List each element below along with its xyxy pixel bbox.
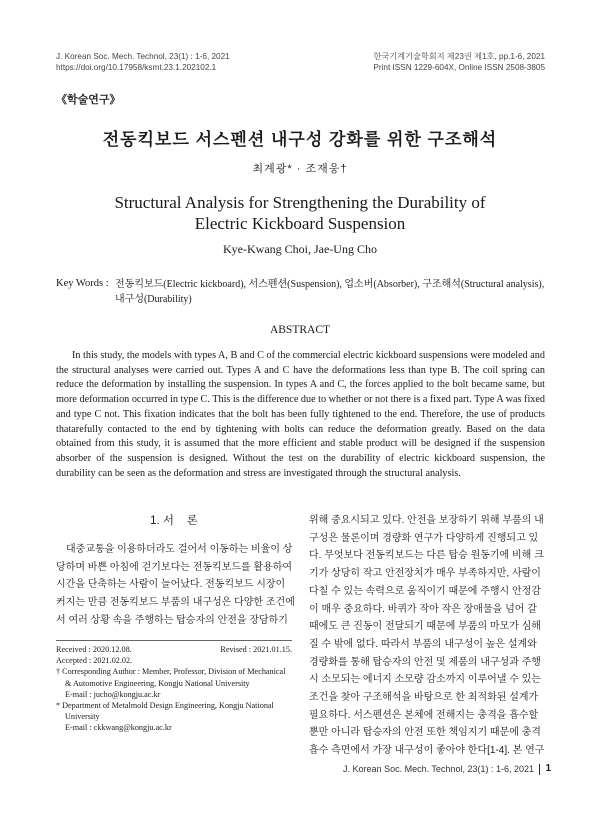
corresponding-author-line1: † Corresponding Author : Member, Professor, Division of Mechanical <box>56 667 286 677</box>
body-text-line: 구성은 물론이며 경량화 연구가 다양하게 진행되고 있 <box>309 532 539 544</box>
body-text-line: 경량화를 통해 탑승자의 안전 및 제품의 내구성과 주행 <box>309 656 541 668</box>
header-journal-kr: 한국기계기술학회지 제23권 제1호, pp.1-6, 2021 <box>373 52 545 61</box>
body-text-line: 시간을 단축하는 사람이 늘어났다. 전동킥보드 시장이 <box>56 579 286 591</box>
body-text-line: 필요하다. 서스펜션은 본체에 전해지는 충격을 흡수할 <box>309 709 539 721</box>
article-category: 《학술연구》 <box>56 94 121 106</box>
body-text-line: 시 소모되는 에너지 소모량 감소까지 이루어낼 수 있는 <box>309 674 541 686</box>
header-issn: Print ISSN 1229-604X, Online ISSN 2508-3805 <box>373 63 545 72</box>
title-english-line1: Structural Analysis for Strengthening the Durability of <box>114 193 486 212</box>
keywords-label: Key Words : <box>56 278 109 289</box>
section-heading-introduction: 1. 서 론 <box>150 515 198 527</box>
abstract-text: In this study, the models with types A, B and C of the commercial electric kickboard suspensions were modeled and the structural analyses were carried out. Types A and C have the deformations less than type B. The coil spring can reduce the deformation by installing the suspension. In types A and C, the forces applied to the bolt became same, but more deformation occurred in type C. This is the difference due to whether or not there is a fixed part. Type A was fixed and type C not. This fixation indicates that the bolt has been fully tightened to the end. Therefore, the use of products thatarefully contacted to the end by tightening with bolts can reduce the deformation greatly. Based on the data obtained from this study, it is assumed that the more efficient and stable product will be designed if the suspension absorber of the suspension is designed. Without the test on the durability of electric kickboard suspension, the durability can be seen as the deformation and stress are investigated through the structural analysis. <box>56 350 545 479</box>
body-text-line: 서 여러 상황 속을 주행하는 탑승자의 안전을 장담하기 <box>56 614 288 626</box>
body-text-line: 이 매우 중요하다. 바퀴가 작아 작은 장애물을 넘어 갈 <box>309 603 537 615</box>
corresponding-author-line2: & Automotive Engineering, Kongju National University <box>65 678 250 688</box>
left-column-body <box>56 541 295 630</box>
body-text-line: 기가 상당히 작고 안전장치가 매우 부족하지만, 사람이 <box>309 568 541 580</box>
authors-korean: 최계광* · 조재웅† <box>252 163 348 175</box>
body-text-line: 질 수 밖에 없다. 따라서 부품의 내구성이 높은 설계와 <box>309 638 537 650</box>
body-text-line: 위해 중요시되고 있다. 안전을 보장하기 위해 부품의 내 <box>309 515 544 526</box>
title-korean: 전동킥보드 서스펜션 내구성 강화를 위한 구조해석 <box>102 130 498 149</box>
body-text-line: 다칠 수 있는 속력으로 움직이기 때문에 주행시 안정감 <box>309 585 541 597</box>
received-date: Received : 2020.12.08. <box>56 645 132 654</box>
footer-citation: J. Korean Soc. Mech. Technol, 23(1) : 1-6, 2021 <box>343 764 534 774</box>
footnote-divider <box>56 640 292 641</box>
right-column-body <box>309 512 545 760</box>
body-text-line: 커지는 만큼 전동킥보드 부품의 내구성은 다양한 조건에 <box>56 597 295 609</box>
footer-separator <box>539 764 540 775</box>
corresponding-author-email[interactable]: E-mail : jucho@kongju.ac.kr <box>65 689 161 699</box>
body-text-line: 뿐만 아니라 탑승자의 안전 또한 책임지기 때문에 충격 <box>309 727 541 739</box>
header-journal: J. Korean Soc. Mech. Technol, 23(1) : 1-6, 2021 <box>56 52 230 61</box>
title-english <box>0 192 600 234</box>
coauthor-email[interactable]: E-mail : ckkwang@kongju.ac.kr <box>65 723 172 733</box>
accepted-date: Accepted : 2021.02.02. <box>56 656 133 666</box>
abstract-heading: ABSTRACT <box>269 324 331 336</box>
keywords-line1: 전동킥보드(Electric kickboard), 서스펜션(Suspension), 업소버(Absorber), 구조해석(Structural analysis), <box>115 279 545 290</box>
body-text-line: 조건을 찾아 구조해석을 바탕으로 한 최적화된 설계가 <box>309 692 539 704</box>
body-text-line: 때에도 큰 진동이 전달되기 때문에 부품의 마모가 심해 <box>309 621 541 633</box>
footnotes <box>56 644 292 734</box>
coauthor-dept-line2: University <box>65 712 100 722</box>
body-text-line: 흡수 측면에서 가장 내구성이 좋아야 한다[1-4]. 본 연구 <box>309 745 545 757</box>
keywords-line2: 내구성(Durability) <box>115 293 192 305</box>
revised-date: Revised : 2021.01.15. <box>220 645 292 654</box>
body-text-line: 당하며 바쁜 아침에 걷기보다는 전동킥보드를 활용하여 <box>56 561 293 573</box>
keywords <box>115 278 547 307</box>
coauthor-dept-line1: * Department of Metalmold Design Engineering, Kongju National <box>56 701 274 710</box>
body-text-line: 다. 무엇보다 전동킥보드는 다른 탑승 원동기에 비해 크 <box>309 550 544 562</box>
authors-english: Kye-Kwang Choi, Jae-Ung Cho <box>223 242 377 256</box>
title-english-line2: Electric Kickboard Suspension <box>194 214 406 233</box>
body-text-line: 대중교통을 이용하더라도 걸어서 이동하는 비율이 상 <box>66 544 293 555</box>
page-number: 1 <box>545 763 551 774</box>
header-doi-link[interactable]: https://doi.org/10.17958/ksmt.23.1.202102.1 <box>56 63 217 72</box>
